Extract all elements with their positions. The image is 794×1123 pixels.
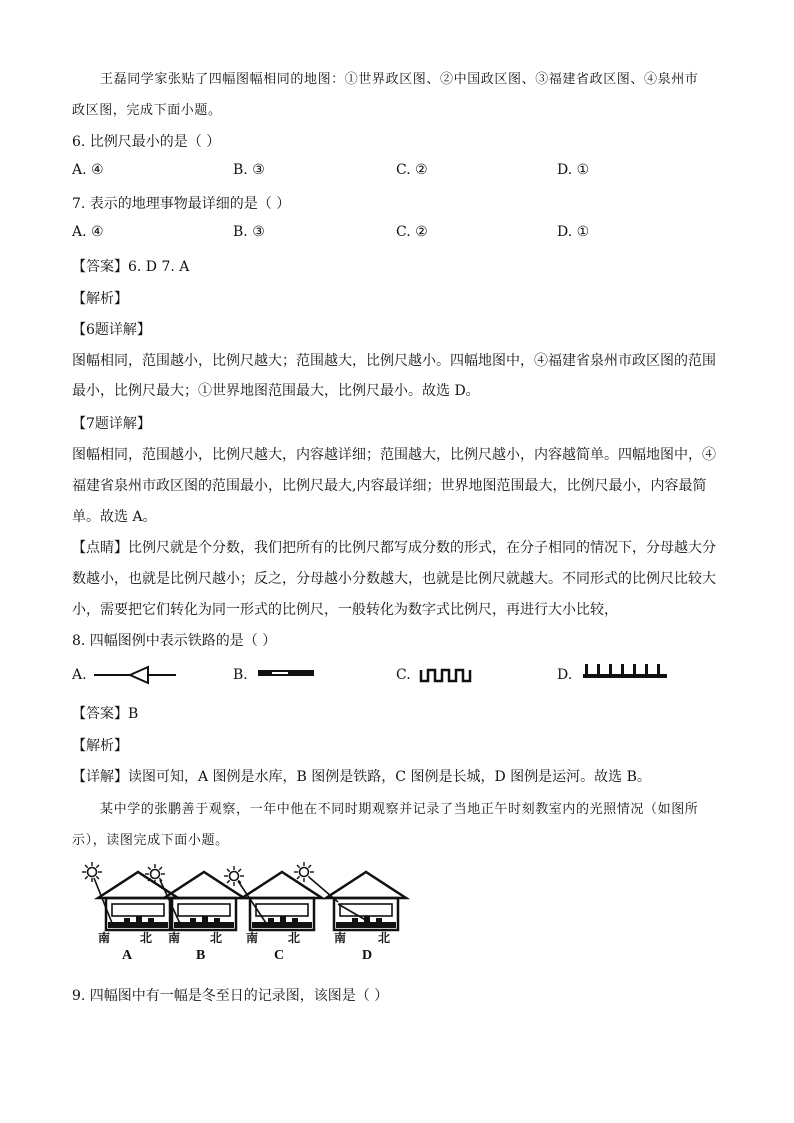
sun-icon <box>82 862 102 882</box>
detail-7-line: 福建省泉州市政区图的范围最小，比例尺最大,内容最详细；世界地图范围最大，比例尺最小，内容最简 <box>72 478 707 494</box>
detail-7-line: 单。故选 A。 <box>72 509 157 525</box>
detail-7-line: 图幅相同，范围越小，比例尺越大，内容越详细；范围越大，比例尺越小，内容越简单。四幅地图中，④ <box>72 447 716 463</box>
question-7-option-b: B. ③ <box>233 224 265 240</box>
north-label: 北 <box>140 931 153 945</box>
analysis-heading: 【解析】 <box>72 738 128 754</box>
house-label-c: C <box>274 948 285 963</box>
intro2-line1: 某中学的张鹏善于观察，一年中他在不同时期观察并记录了当地正午时刻教室内的光照情况（如图所 <box>100 802 699 817</box>
north-label: 北 <box>288 931 301 945</box>
detail-7-heading: 【7题详解】 <box>72 416 151 432</box>
detail-tag: 【详解】 <box>72 769 128 785</box>
question-8-option-c: C. <box>396 667 411 683</box>
south-label: 南 <box>246 931 259 945</box>
question-7-option-d: D. ① <box>557 224 590 240</box>
house-a-diagram <box>82 862 178 930</box>
detail-text: 读图可知，A 图例是水库，B 图例是铁路，C 图例是长城，D 图例是运河。故选 B。 <box>128 769 651 785</box>
sun-icon <box>145 864 165 884</box>
question-6-option-d: D. ① <box>557 162 590 178</box>
sun-icon <box>224 866 244 886</box>
intro2-line2: 示），读图完成下面小题。 <box>72 833 229 848</box>
answer-tag: 【答案】 <box>72 706 128 722</box>
question-7-option-a: A. ④ <box>72 224 104 240</box>
question-7-option-c: C. ② <box>396 224 428 240</box>
south-label: 南 <box>98 931 111 945</box>
north-label: 北 <box>210 931 223 945</box>
question-8-stem: 8. 四幅图例中表示铁路的是（ ） <box>72 633 277 649</box>
detail-6-line: 最小，比例尺最大；①世界地图范围最大，比例尺最小。故选 D。 <box>72 383 480 399</box>
house-label-a: A <box>122 948 133 963</box>
question-6-stem: 6. 比例尺最小的是（ ） <box>72 134 221 150</box>
detail-8 <box>72 766 651 786</box>
answer-8 <box>72 703 138 723</box>
question-6-option-a: A. ④ <box>72 162 104 178</box>
detail-6-line: 图幅相同，范围越小，比例尺越大；范围越大，比例尺越小。四幅地图中，④福建省泉州市政区图的范围 <box>72 353 716 369</box>
north-label: 北 <box>378 931 391 945</box>
question-8-option-a: A. <box>72 667 87 683</box>
classroom-sunlight-figure <box>76 858 406 962</box>
analysis-heading: 【解析】 <box>72 291 128 307</box>
question-8-option-b: B. <box>233 667 248 683</box>
detail-6-heading: 【6题详解】 <box>72 322 151 338</box>
answer-tag: 【答案】 <box>72 259 128 275</box>
intro-paragraph-line1: 王磊同学家张贴了四幅图幅相同的地图：①世界政区图、②中国政区图、③福建省政区图、④泉州市 <box>100 72 699 87</box>
answer-text: 6. D 7. A <box>128 259 190 275</box>
question-7-stem: 7. 表示的地理事物最详细的是（ ） <box>72 196 291 212</box>
tip-line: 数越小，也就是比例尺越小；反之，分母越小分数越大，也就是比例尺就越大。不同形式的比例尺比较大 <box>72 571 716 587</box>
answer-6-7 <box>72 256 189 276</box>
railway-legend-symbol <box>258 668 316 680</box>
tip-tag: 【点睛】 <box>72 540 128 556</box>
great-wall-legend-symbol <box>420 666 472 684</box>
house-label-d: D <box>362 948 373 963</box>
tip-text: 比例尺就是个分数，我们把所有的比例尺都写成分数的形式，在分子相同的情况下，分母越大分 <box>128 540 716 556</box>
question-9-stem: 9. 四幅图中有一幅是冬至日的记录图，该图是（ ） <box>72 988 389 1004</box>
house-label-b: B <box>196 948 206 963</box>
tip-line <box>72 537 716 557</box>
tip-line: 小，需要把它们转化为同一形式的比例尺，一般转化为数字式比例尺，再进行大小比较， <box>72 602 618 618</box>
question-6-option-b: B. ③ <box>233 162 265 178</box>
south-label: 南 <box>168 931 181 945</box>
south-label: 南 <box>334 931 347 945</box>
question-8-option-d: D. <box>557 667 573 683</box>
house-d-diagram <box>294 862 406 930</box>
question-6-option-c: C. ② <box>396 162 428 178</box>
intro-paragraph-line2: 政区图，完成下面小题。 <box>72 103 222 118</box>
answer-text: B <box>128 706 139 722</box>
canal-legend-symbol <box>583 662 669 682</box>
reservoir-legend-symbol <box>94 662 180 688</box>
